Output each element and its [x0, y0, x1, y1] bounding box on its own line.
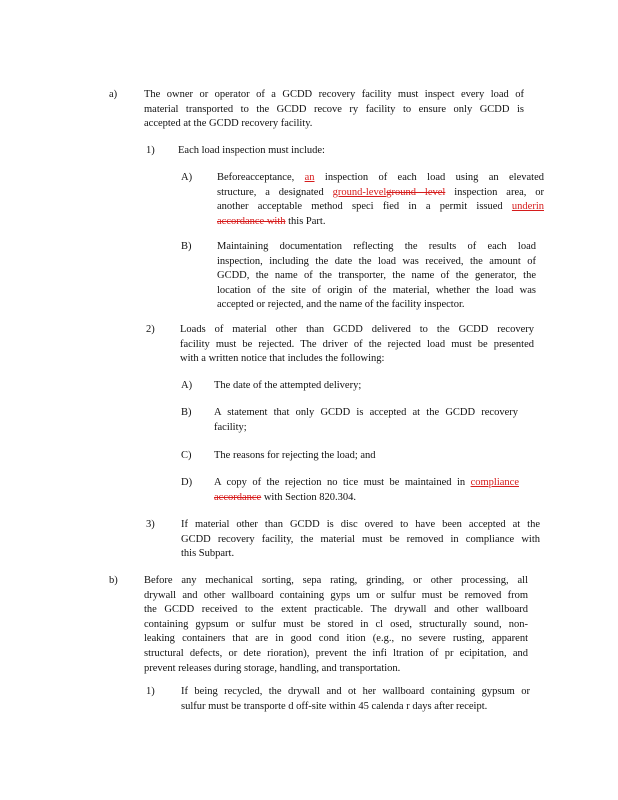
text-line: facility must be rejected. The driver of the rejected load must be presented	[180, 338, 534, 350]
text-line: with a written notice that includes the following:	[180, 353, 385, 365]
text-line: drywall and other wallboard containing gyps um or sulfur must be removed from	[144, 589, 528, 601]
text-line: structural defects, or dete rioration), prevent the infi ltration of pr ecipitation, and	[144, 647, 528, 659]
deleted-text: ground level	[386, 186, 446, 198]
text-line: accordance with this Part.	[217, 215, 326, 227]
text-line: If material other than GCDD is disc overed to have been accepted at the	[181, 519, 540, 530]
text-line: leaking containers that are in good cond ition (e.g., no severe rusting, apparent	[144, 633, 528, 645]
item-a2D-label: D)	[181, 477, 193, 488]
text-line: facility;	[214, 421, 247, 433]
item-a1-text: Each load inspection must include:	[178, 145, 325, 156]
text-line: structure, a designated ground-levelground level inspection area, or	[217, 186, 545, 198]
text-line: location of the site of origin of the material, whether the load was	[217, 284, 536, 296]
text-line: another acceptable method speci fied in a permit issued underin	[217, 201, 544, 213]
item-a2B-text	[214, 406, 518, 435]
item-a2C-text: The reasons for rejecting the load; and	[214, 450, 376, 461]
inserted-text: an	[304, 172, 315, 183]
item-a2A-label: A)	[181, 380, 193, 391]
text-line: If being recycled, the drywall and ot her wallboard containing gypsum or	[181, 686, 530, 697]
item-a1-label: 1)	[146, 145, 155, 156]
item-a2-label: 2)	[146, 324, 155, 335]
item-a1B-label: B)	[181, 241, 192, 252]
item-a2C-label: C)	[181, 450, 192, 461]
item-a2B-label: B)	[181, 407, 192, 418]
section-a-label: a)	[109, 89, 118, 100]
inserted-text: underin	[511, 201, 544, 213]
text-line: accepted or rejected, and the name of the facility inspector.	[217, 299, 465, 311]
text-line: Loads of material other than GCDD delivered to the GCDD recovery	[180, 324, 534, 335]
section-a-text	[144, 88, 524, 132]
text-line: Maintaining documentation reflecting the results of each load	[217, 241, 536, 252]
item-a2-text	[180, 323, 534, 367]
inserted-text: ground-level	[332, 186, 387, 198]
item-a1A-label: A)	[181, 172, 193, 183]
text-line: accepted at the GCDD recovery facility.	[144, 118, 313, 130]
item-b1-label: 1)	[146, 686, 155, 697]
text-line: containing gypsum or sulfur must be stored in cl osed, structurally sound, non-	[144, 618, 528, 630]
text-line: GCDD, the name of the transporter, the name of the generator, the	[217, 270, 536, 282]
item-a2D-text	[214, 476, 519, 505]
text-line: prevent releases during storage, handling, and transportation.	[144, 662, 401, 674]
text-line: A copy of the rejection no tice must be maintained in compliance	[214, 477, 519, 488]
deleted-text: accordance	[214, 491, 262, 503]
text-line: GCDD recovery facility, the material must be removed in compliance with	[181, 533, 540, 545]
text-line: inspection, including the date the load was received, the amount of	[217, 255, 536, 267]
text-line: accordance with Section 820.304.	[214, 491, 357, 503]
inserted-text: compliance	[470, 477, 519, 488]
text-line: the GCDD received to the extent practicable. The drywall and other wallboard	[144, 604, 528, 616]
text-line: The owner or operator of a GCDD recovery facility must inspect every load of	[144, 89, 524, 100]
deleted-text: accordance with	[217, 215, 286, 227]
text-line: Before any mechanical sorting, sepa rating, grinding, or other processing, all	[144, 575, 528, 586]
item-a1B-text	[217, 240, 536, 313]
item-a2A-text: The date of the attempted delivery;	[214, 380, 362, 391]
section-b-text	[144, 574, 528, 676]
text-line: A statement that only GCDD is accepted at the GCDD recovery	[214, 407, 518, 418]
text-line: this Subpart.	[181, 548, 235, 560]
text-line: sulfur must be transporte d off-site within 45 calenda r days after receipt.	[181, 700, 488, 712]
item-a1A-text	[217, 171, 544, 229]
item-b1-text	[181, 685, 530, 714]
item-a3-label: 3)	[146, 519, 155, 530]
section-b-label: b)	[109, 575, 118, 586]
text-line: material transported to the GCDD recove ry facility to ensure only GCDD is	[144, 103, 524, 115]
item-a3-text	[181, 518, 540, 562]
text-line: Beforeacceptance, an inspection of each load using an elevated	[217, 172, 544, 183]
